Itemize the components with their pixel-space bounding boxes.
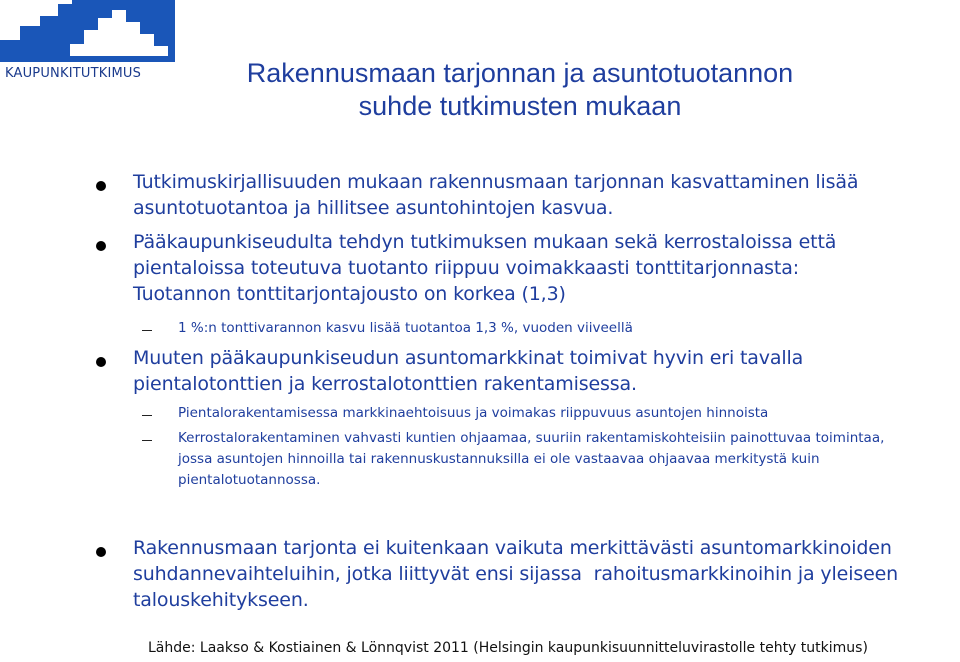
bullet-text [133, 229, 836, 307]
slide-title [180, 57, 860, 123]
bullet-line: pientalotonttien ja kerrostalotonttien rakentamisessa. [133, 373, 637, 395]
bullet-line: talouskehitykseen. [133, 589, 309, 611]
title-line: Rakennusmaan tarjonnan ja asuntotuotannon [246, 58, 794, 88]
sub-bullet-line: pientalotuotannossa. [178, 472, 321, 488]
bullet-line: Rakennusmaan tarjonta ei kuitenkaan vaikuta merkittävästi asuntomarkkinoiden [133, 537, 892, 559]
logo-text: KAUPUNKITUTKIMUS [5, 66, 142, 81]
sub-bullet-text [178, 318, 633, 339]
bullet-line: Tuotannon tonttitarjontajousto on korkea (1,3) [133, 283, 566, 305]
sub-bullet-dash-icon [142, 415, 152, 416]
source-citation: Lähde: Laakso & Kostiainen & Lönnqvist 2011 (Helsingin kaupunkisuunnitteluvirastolle tehty tutkimus) [148, 640, 868, 656]
kaupunkitutkimus-logo [0, 0, 185, 95]
sub-bullet-dash-icon [142, 440, 152, 441]
bullet-icon [96, 241, 106, 251]
sub-bullet-line: 1 %:n tonttivarannon kasvu lisää tuotantoa 1,3 %, vuoden viiveellä [178, 320, 633, 336]
sub-bullet-line: Kerrostalorakentaminen vahvasti kuntien ohjaamaa, suuriin rakentamiskohteisiin painottuvaa toimintaa, [178, 430, 885, 446]
bullet-line: Tutkimuskirjallisuuden mukaan rakennusmaan tarjonnan kasvattaminen lisää [133, 171, 859, 193]
bullet-line: suhdannevaihteluihin, jotka liittyvät ensi sijassa rahoitusmarkkinoihin ja yleiseen [133, 563, 899, 585]
sub-bullet-text [178, 428, 884, 491]
bullet-text [133, 345, 803, 397]
bullet-line: Pääkaupunkiseudulta tehdyn tutkimuksen mukaan sekä kerrostaloissa että [133, 231, 837, 253]
bullet-text [133, 169, 858, 221]
bullet-icon [96, 357, 106, 367]
sub-bullet-line: jossa asuntojen hinnoilla tai rakennuskustannuksilla ei ole vastaavaa ohjaavaa merkitystä kuin [178, 451, 820, 467]
title-line: suhde tutkimusten mukaan [358, 91, 682, 121]
bullet-text [133, 535, 898, 613]
sub-bullet-text [178, 403, 768, 424]
bullet-line: asuntotuotantoa ja hillitsee asuntohintojen kasvua. [133, 197, 614, 219]
skyline-icon [0, 0, 175, 62]
bullet-icon [96, 547, 106, 557]
bullet-icon [96, 181, 106, 191]
sub-bullet-line: Pientalorakentamisessa markkinaehtoisuus ja voimakas riippuvuus asuntojen hinnoista [178, 405, 769, 421]
bullet-line: pientaloissa toteutuva tuotanto riippuu voimakkaasti tonttitarjonnasta: [133, 257, 799, 279]
bullet-line: Muuten pääkaupunkiseudun asuntomarkkinat toimivat hyvin eri tavalla [133, 347, 804, 369]
sub-bullet-dash-icon [142, 330, 152, 331]
